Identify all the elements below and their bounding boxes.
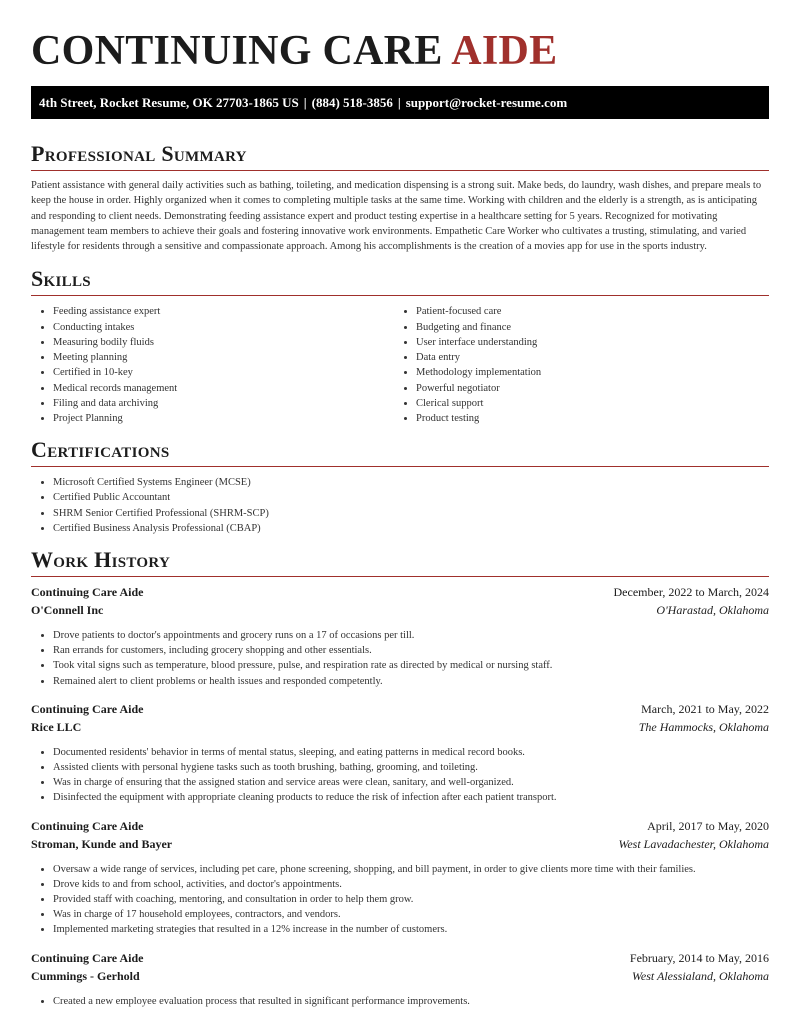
skill-item: • Meeting planning — [53, 350, 394, 365]
job-title: Continuing Care Aide — [31, 950, 144, 965]
job-duty-item: • Documented residents' behavior in terms of mental status, sleeping, and eating patterns in medical record books. — [53, 745, 769, 760]
job-dates: April, 2017 to May, 2020 — [647, 818, 769, 833]
skill-item: • Conducting intakes — [53, 320, 394, 335]
job-duty-item: • Implemented marketing strategies that resulted in a 12% increase in the number of customers. — [53, 922, 769, 937]
skill-item: • Measuring bodily fluids — [53, 335, 394, 350]
contact-separator: | — [397, 95, 401, 110]
job-duty-item: • Provided staff with coaching, mentoring, and consultation in order to help them grow. — [53, 892, 769, 907]
skill-item: • Budgeting and finance — [416, 320, 757, 335]
job-dates: March, 2021 to May, 2022 — [641, 701, 769, 716]
certifications-heading: Certifications — [31, 437, 769, 467]
job-entry — [31, 819, 769, 938]
skills-column-right — [394, 304, 757, 426]
job-company: Rice LLC — [31, 719, 82, 734]
skill-item: • Clerical support — [416, 396, 757, 411]
job-title-row — [31, 819, 769, 837]
job-company: Cummings - Gerhold — [31, 968, 140, 983]
summary-heading: Professional Summary — [31, 141, 769, 171]
job-company-row — [31, 720, 769, 738]
name-first: CONTINUING CARE — [31, 28, 443, 74]
job-duty-item: • Drove kids to and from school, activities, and doctor's appointments. — [53, 877, 769, 892]
job-duty-item: • Remained alert to client problems or health issues and responded competently. — [53, 674, 769, 689]
skill-item: • Project Planning — [53, 411, 394, 426]
job-location: West Alessialand, Oklahoma — [632, 968, 769, 983]
certification-item: • Certified Business Analysis Professional (CBAP) — [53, 521, 769, 536]
skill-item: • Powerful negotiator — [416, 381, 757, 396]
job-duty-item: • Was in charge of 17 household employees, contractors, and vendors. — [53, 907, 769, 922]
skills-list-right — [394, 304, 757, 426]
job-duty-item: • Created a new employee evaluation process that resulted in significant performance improvements. — [53, 994, 769, 1009]
job-duties-list — [31, 862, 769, 938]
job-entry — [31, 585, 769, 689]
contact-phone: (884) 518-3856 — [311, 95, 393, 110]
skill-item: • Feeding assistance expert — [53, 304, 394, 319]
job-company-row — [31, 969, 769, 987]
contact-bar — [31, 86, 769, 119]
skills-column-left — [31, 304, 394, 426]
job-location: O'Harastad, Oklahoma — [656, 602, 769, 617]
job-duties-list — [31, 745, 769, 806]
skill-item: • Certified in 10-key — [53, 365, 394, 380]
certification-item: • SHRM Senior Certified Professional (SHRM-SCP) — [53, 506, 769, 521]
job-duty-item: • Disinfected the equipment with appropriate cleaning products to reduce the risk of infection after each patient transport. — [53, 790, 769, 805]
job-duties-list — [31, 994, 769, 1009]
certifications-list — [31, 475, 769, 536]
job-company: O'Connell Inc — [31, 602, 104, 617]
certification-item: • Microsoft Certified Systems Engineer (MCSE) — [53, 475, 769, 490]
job-duty-item: • Oversaw a wide range of services, including pet care, phone screening, shopping, and bill payment, in order to give clients more time with their families. — [53, 862, 769, 877]
job-title-row — [31, 702, 769, 720]
job-dates: December, 2022 to March, 2024 — [613, 584, 769, 599]
job-title: Continuing Care Aide — [31, 818, 144, 833]
skill-item: • Medical records management — [53, 381, 394, 396]
job-company: Stroman, Kunde and Bayer — [31, 836, 173, 851]
skill-item: • Filing and data archiving — [53, 396, 394, 411]
job-location: West Lavadachester, Oklahoma — [618, 836, 769, 851]
job-location: The Hammocks, Oklahoma — [638, 719, 769, 734]
name-accent: AIDE — [451, 28, 558, 74]
job-title: Continuing Care Aide — [31, 584, 144, 599]
skill-item: • Methodology implementation — [416, 365, 757, 380]
skills-list-left — [31, 304, 394, 426]
job-title-row — [31, 951, 769, 969]
skill-item: • User interface understanding — [416, 335, 757, 350]
skills-grid — [31, 304, 769, 426]
work-history-heading: Work History — [31, 547, 769, 577]
skills-heading: Skills — [31, 266, 769, 296]
skill-item: • Patient-focused care — [416, 304, 757, 319]
job-company-row — [31, 603, 769, 621]
job-duty-item: • Assisted clients with personal hygiene tasks such as tooth brushing, bathing, grooming, and toileting. — [53, 760, 769, 775]
certification-item: • Certified Public Accountant — [53, 490, 769, 505]
job-duty-item: • Was in charge of ensuring that the assigned station and service areas were clean, sanitary, and well-organized. — [53, 775, 769, 790]
job-duty-item: • Took vital signs such as temperature, blood pressure, pulse, and respiration rate as directed by medical or nursing staff. — [53, 658, 769, 673]
job-entry — [31, 702, 769, 806]
job-company-row — [31, 837, 769, 855]
skill-item: • Data entry — [416, 350, 757, 365]
job-duty-item: • Ran errands for customers, including grocery shopping and other essentials. — [53, 643, 769, 658]
job-duty-item: • Drove patients to doctor's appointments and grocery runs on a 17 of occasions per till. — [53, 628, 769, 643]
resume-name — [31, 0, 769, 78]
skill-item: • Product testing — [416, 411, 757, 426]
summary-text: Patient assistance with general daily activities such as bathing, toileting, and medication dispensing is a strong suit. Make beds, do laundry, wash dishes, and prepare meals to keep the house in order. Highly organized when it comes to completing multiple tasks at the same time. Working with children and the elderly is a strength, as is anticipating and responding to client needs. Demonstrating feeding assistance expert and product testing expertise in a healthcare setting for 5 years. Recognized for motivating management team members to achieve their goals and fostering innovative work environments. Empathetic Care Worker who cultivates a trusting, stimulating, and varied lifestyle for residents through a sensitive and compassionate approach. Among his accomplishments is the creation of a movies app for use in the sports industry. — [31, 180, 762, 253]
job-title-row — [31, 585, 769, 603]
job-dates: February, 2014 to May, 2016 — [629, 950, 769, 965]
contact-separator: | — [303, 95, 307, 110]
contact-address: 4th Street, Rocket Resume, OK 27703-1865 US — [39, 95, 299, 110]
job-duties-list — [31, 628, 769, 689]
job-title: Continuing Care Aide — [31, 701, 144, 716]
contact-email: support@rocket-resume.com — [405, 95, 568, 110]
job-entry — [31, 951, 769, 1009]
